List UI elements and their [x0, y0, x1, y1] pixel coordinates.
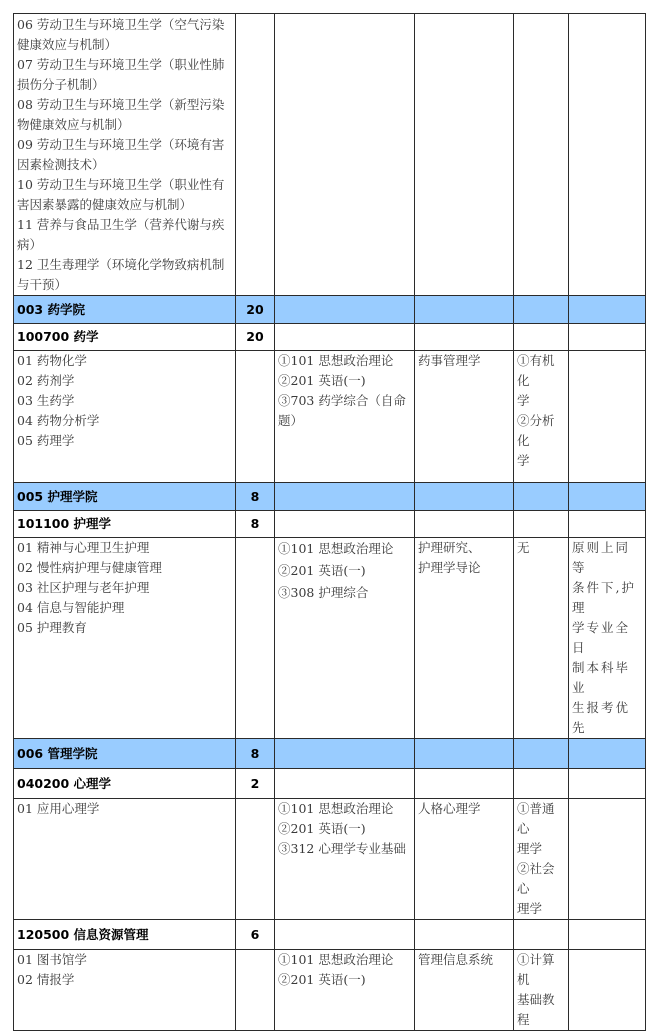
direction-item: 02 情报学 — [17, 972, 75, 987]
direction-item: 04 药物分析学 — [17, 413, 100, 428]
extra-item: 学 — [517, 393, 530, 408]
college-name: 006 管理学院 — [14, 739, 236, 769]
quota-cell — [236, 799, 275, 920]
direction-item: 06 劳动卫生与环境卫生学（空气污染 — [17, 17, 225, 32]
direction-item: 01 应用心理学 — [17, 801, 100, 816]
direction-item: 01 图书馆学 — [17, 952, 87, 967]
exam-item: ③703 药学综合（自命 — [278, 393, 406, 408]
extra-item: 理学 — [517, 901, 543, 916]
exam-item: ②201 英语(一) — [278, 563, 366, 578]
remarks-cell — [569, 799, 646, 920]
college-quota: 8 — [236, 483, 275, 511]
major-row — [14, 920, 646, 950]
direction-item: 12 卫生毒理学（环境化学物致病机制 — [17, 257, 225, 272]
remark-line: 制本科毕业 — [572, 660, 631, 695]
extra-subject-cell — [514, 538, 569, 739]
major-detail-row — [14, 538, 646, 739]
direction-item: 05 药理学 — [17, 433, 75, 448]
extra-subject-cell — [514, 351, 569, 483]
remark-line: 原则上同等 — [572, 540, 631, 575]
retest-item: 管理信息系统 — [418, 952, 494, 967]
retest-item: 药事管理学 — [418, 353, 481, 368]
direction-item: 03 生药学 — [17, 393, 75, 408]
direction-item: 健康效应与机制） — [17, 37, 118, 52]
retest-subject-cell — [415, 799, 514, 920]
direction-item: 物健康效应与机制） — [17, 117, 130, 132]
college-row — [14, 739, 646, 769]
major-quota: 2 — [236, 769, 275, 799]
extra-subject-cell — [514, 950, 569, 1031]
major-quota: 20 — [236, 324, 275, 351]
extra-item: ①普通心 — [517, 801, 555, 836]
extra-subject-cell — [514, 799, 569, 920]
exam-item: ②201 英语(一) — [278, 373, 366, 388]
exam-item: ①101 思想政治理论 — [278, 541, 394, 556]
exam-item: ①101 思想政治理论 — [278, 801, 394, 816]
major-name: 101100 护理学 — [14, 511, 236, 538]
major-row — [14, 324, 646, 351]
exam-subjects-cell — [275, 799, 415, 920]
direction-item: 10 劳动卫生与环境卫生学（职业性有 — [17, 177, 225, 192]
quota-cell — [236, 14, 275, 296]
research-directions-cell — [14, 799, 236, 920]
major-detail-row — [14, 799, 646, 920]
college-name: 003 药学院 — [14, 296, 236, 324]
college-row — [14, 296, 646, 324]
retest-subject-cell — [415, 538, 514, 739]
college-quota: 8 — [236, 739, 275, 769]
direction-item: 02 药剂学 — [17, 373, 75, 388]
direction-item: 11 营养与食品卫生学（营养代谢与疾 — [17, 217, 225, 232]
major-detail-row — [14, 950, 646, 1031]
direction-item: 01 药物化学 — [17, 353, 87, 368]
quota-cell — [236, 950, 275, 1031]
college-quota: 20 — [236, 296, 275, 324]
direction-item: 害因素暴露的健康效应与机制） — [17, 197, 193, 212]
exam-subjects-cell — [275, 351, 415, 483]
exam-item: ①101 思想政治理论 — [278, 353, 394, 368]
major-row — [14, 511, 646, 538]
major-quota: 8 — [236, 511, 275, 538]
remarks-cell — [569, 351, 646, 483]
extra-item: ①计算机 — [517, 952, 555, 987]
college-row — [14, 483, 646, 511]
major-name: 120500 信息资源管理 — [14, 920, 236, 950]
major-row — [14, 769, 646, 799]
extra-item: ②分析化 — [517, 413, 555, 448]
extra-item: 无 — [517, 540, 530, 555]
retest-subject-cell — [415, 14, 514, 296]
exam-item: ①101 思想政治理论 — [278, 952, 394, 967]
remarks-cell — [569, 950, 646, 1031]
direction-item: 07 劳动卫生与环境卫生学（职业性肺 — [17, 57, 225, 72]
direction-item: 04 信息与智能护理 — [17, 600, 125, 615]
direction-item: 损伤分子机制） — [17, 77, 105, 92]
research-directions-cell — [14, 14, 236, 296]
research-directions-cell — [14, 351, 236, 483]
exam-subjects-cell — [275, 538, 415, 739]
quota-cell — [236, 538, 275, 739]
exam-item: ②201 英语(一) — [278, 972, 366, 987]
major-name: 100700 药学 — [14, 324, 236, 351]
remark-line: 生报考优先 — [572, 700, 631, 735]
major-name: 040200 心理学 — [14, 769, 236, 799]
extra-item: 基础教程 — [517, 992, 555, 1027]
major-detail-row — [14, 351, 646, 483]
direction-item: 08 劳动卫生与环境卫生学（新型污染 — [17, 97, 225, 112]
enrollment-catalog-table — [13, 13, 646, 1031]
quota-cell — [236, 351, 275, 483]
research-directions-cell — [14, 950, 236, 1031]
research-directions-cell — [14, 538, 236, 739]
exam-subjects-cell — [275, 950, 415, 1031]
direction-item: 02 慢性病护理与健康管理 — [17, 560, 162, 575]
extra-item: ②社会心 — [517, 861, 555, 896]
direction-item: 因素检测技术） — [17, 157, 105, 172]
exam-item: ③312 心理学专业基础 — [278, 841, 406, 856]
extra-item: 学 — [517, 453, 530, 468]
table-row — [14, 14, 646, 296]
retest-item: 护理学导论 — [418, 560, 481, 575]
direction-item: 01 精神与心理卫生护理 — [17, 540, 150, 555]
remark-line: 条件下,护理 — [572, 580, 636, 615]
retest-subject-cell — [415, 950, 514, 1031]
direction-item: 03 社区护理与老年护理 — [17, 580, 150, 595]
exam-subjects-cell — [275, 14, 415, 296]
exam-item: ③308 护理综合 — [278, 585, 369, 600]
extra-subject-cell — [514, 14, 569, 296]
direction-item: 05 护理教育 — [17, 620, 87, 635]
direction-item: 与干预） — [17, 277, 68, 292]
direction-item: 病） — [17, 237, 43, 252]
direction-item: 09 劳动卫生与环境卫生学（环境有害 — [17, 137, 225, 152]
major-quota: 6 — [236, 920, 275, 950]
remark-line: 学专业全日 — [572, 620, 631, 655]
extra-item: ①有机化 — [517, 353, 555, 388]
retest-item: 人格心理学 — [418, 801, 481, 816]
extra-item: 理学 — [517, 841, 543, 856]
retest-subject-cell — [415, 351, 514, 483]
remarks-cell — [569, 538, 646, 739]
retest-item: 护理研究、 — [418, 540, 481, 555]
exam-item: ②201 英语(一) — [278, 821, 366, 836]
remarks-cell — [569, 14, 646, 296]
college-name: 005 护理学院 — [14, 483, 236, 511]
exam-item: 题） — [278, 413, 304, 428]
